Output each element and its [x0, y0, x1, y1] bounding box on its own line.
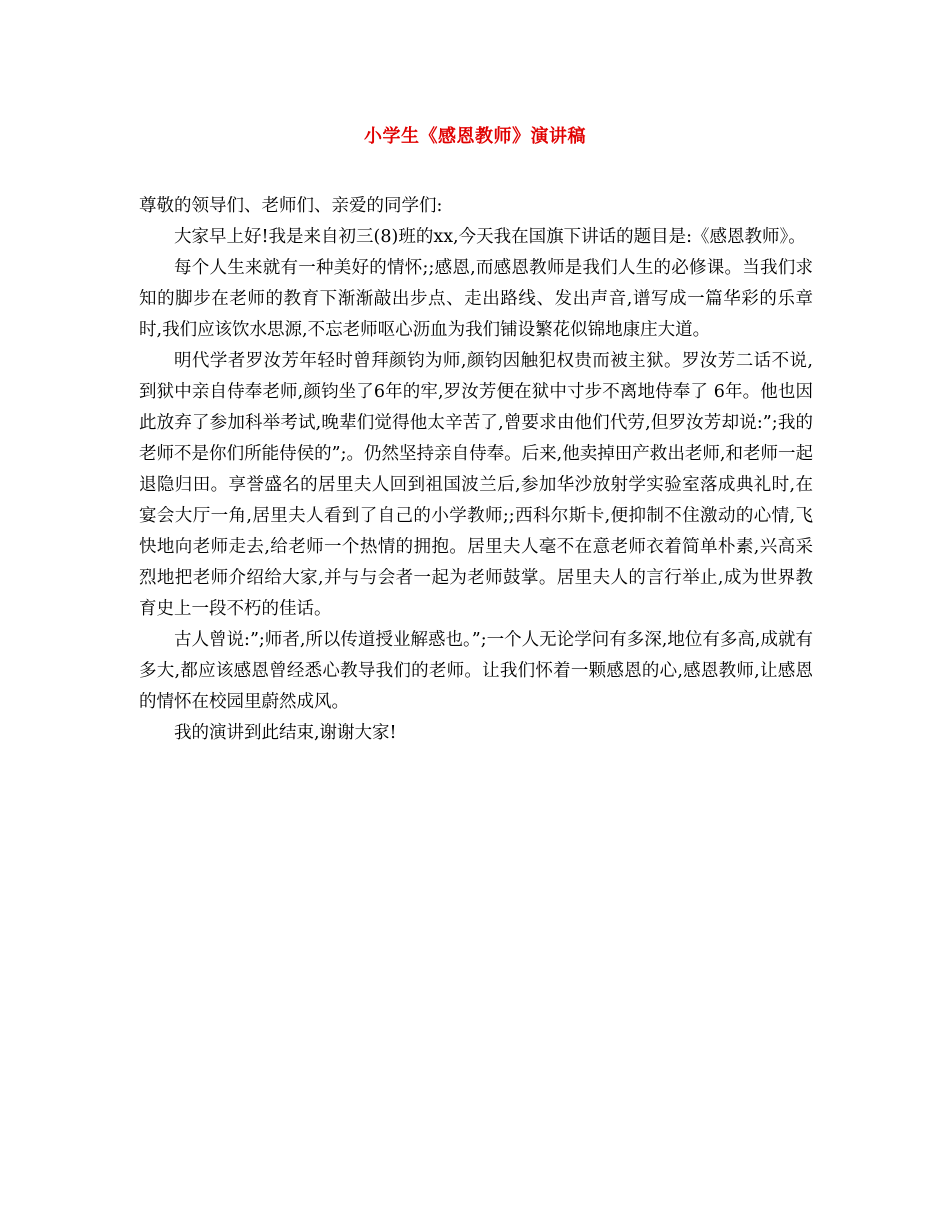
document-title: 小学生《感恩教师》演讲稿 [364, 126, 586, 147]
greeting-paragraph: 大家早上好!我是来自初三(8)班的xx,今天我在国旗下讲话的题目是:《感恩教师》。 [174, 227, 806, 247]
gratitude-paragraph: 每个人生来就有一种美好的情怀;;感恩,而感恩教师是我们人生的必修课。当我们求知的脚步在老师的教育下渐渐敲出步点、走出路线、发出声音,谱写成一篇华彩的乐章时,我们应该饮水思源,不忘老师呕心沥血为我们铺设繁花似锦地康庄大道。 [139, 258, 813, 340]
story-paragraph: 明代学者罗汝芳年轻时曾拜颜钧为师,颜钧因触犯权贵而被主狱。罗汝芳二话不说,到狱中亲自侍奉老师,颜钧坐了6年的牢,罗汝芳便在狱中寸步不离地侍奉了 6年。他也因此放弃了参加科举考试,晚辈们觉得他太辛苦了,曾要求由他们代劳,但罗汝芳却说:”;我的老师不是你们所能侍侯的”;。仍然坚持亲自侍奉。后来,他卖掉田产救出老师,和老师一起退隐归田。享誉盛名的居里夫人回到祖国波兰后,参加华沙放射学实验室落成典礼时,在宴会大厅一角,居里夫人看到了自己的小学教师;;西科尔斯卡,便抑制不住激动的心情,飞快地向老师走去,给老师一个热情的拥抱。居里夫人毫不在意老师衣着简单朴素,兴高采烈地把老师介绍给大家,并与与会者一起为老师鼓掌。居里夫人的言行举止,成为世界教育史上一段不朽的佳话。 [139, 351, 813, 619]
salutation-paragraph: 尊敬的领导们、老师们、亲爱的同学们: [139, 196, 443, 216]
quote-paragraph: 古人曾说:”;师者,所以传道授业解惑也。”;一个人无论学问有多深,地位有多高,成就有多大,都应该感恩曾经悉心教导我们的老师。让我们怀着一颗感恩的心,感恩教师,让感恩的情怀在校园里蔚然成风。 [139, 630, 813, 712]
closing-paragraph: 我的演讲到此结束,谢谢大家! [174, 723, 397, 743]
document-body [139, 191, 813, 749]
